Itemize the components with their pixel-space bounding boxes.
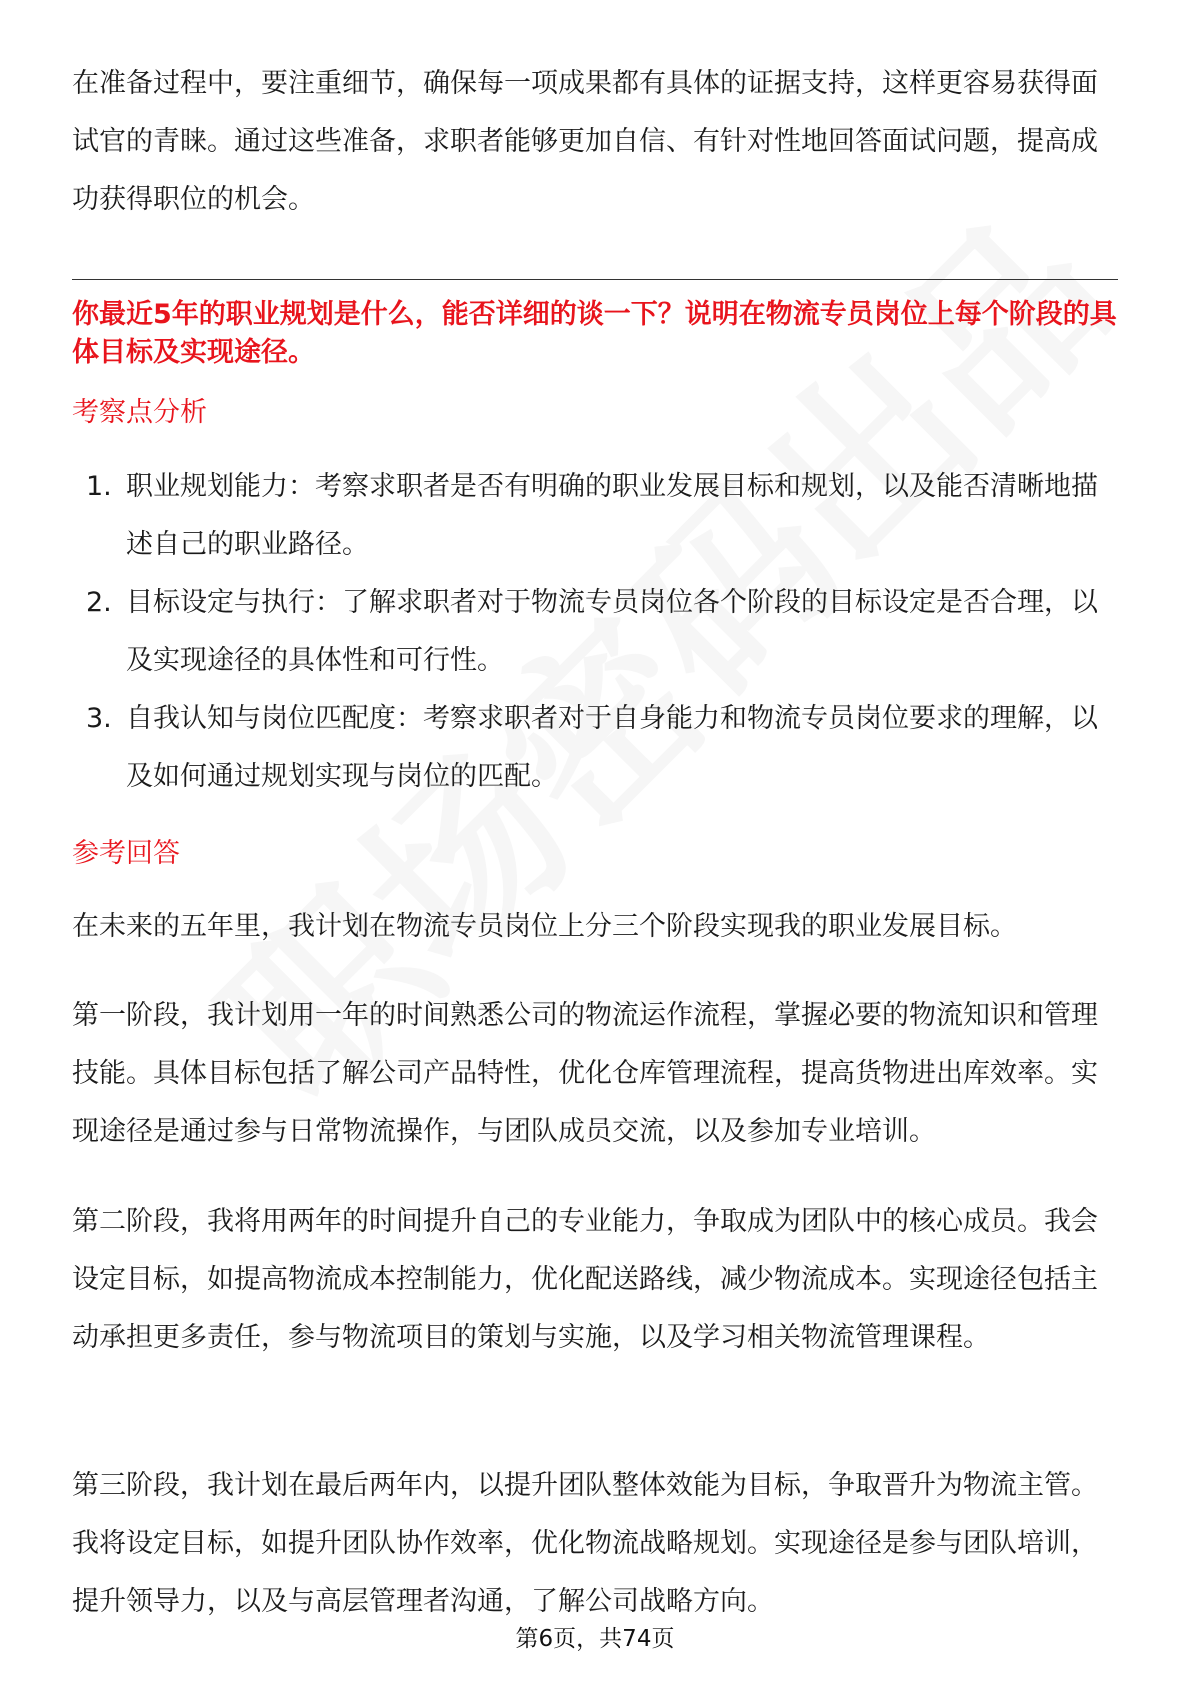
list-item-number: 2.	[86, 587, 112, 618]
page-footer: 第6页，共74页	[515, 1626, 675, 1652]
answer-paragraph: 在未来的五年里，我计划在物流专员岗位上分三个阶段实现我的职业发展目标。	[72, 911, 1017, 942]
list-item-text: 职业规划能力：考察求职者是否有明确的职业发展目标和规划，以及能否清晰地描述自己的职业路径。	[126, 471, 1098, 560]
section-divider	[72, 279, 1118, 280]
answer-paragraph: 第三阶段，我计划在最后两年内，以提升团队整体效能为目标，争取晋升为物流主管。我将设定目标，如提升团队协作效率，优化物流战略规划。实现途径是参与团队培训，提升领导力，以及与高层管理者沟通，了解公司战略方向。	[72, 1470, 1098, 1617]
intro-paragraph: 在准备过程中，要注重细节，确保每一项成果都有具体的证据支持，这样更容易获得面试官的青睐。通过这些准备，求职者能够更加自信、有针对性地回答面试问题，提高成功获得职位的机会。	[72, 68, 1098, 215]
analysis-heading: 考察点分析	[72, 397, 207, 428]
interview-question: 你最近5年的职业规划是什么，能否详细的谈一下？说明在物流专员岗位上每个阶段的具体目标及实现途径。	[72, 299, 1117, 368]
list-item	[72, 458, 1118, 574]
answer-paragraph: 第一阶段，我计划用一年的时间熟悉公司的物流运作流程，掌握必要的物流知识和管理技能。具体目标包括了解公司产品特性，优化仓库管理流程，提高货物进出库效率。实现途径是通过参与日常物流操作，与团队成员交流，以及参加专业培训。	[72, 1000, 1098, 1147]
list-item-text: 目标设定与执行：了解求职者对于物流专员岗位各个阶段的目标设定是否合理，以及实现途径的具体性和可行性。	[126, 587, 1098, 676]
list-item-number: 1.	[86, 471, 112, 502]
analysis-points-list	[72, 458, 1118, 806]
list-item	[72, 690, 1118, 806]
answer-heading: 参考回答	[72, 838, 180, 869]
answer-paragraph: 第二阶段，我将用两年的时间提升自己的专业能力，争取成为团队中的核心成员。我会设定目标，如提高物流成本控制能力，优化配送路线，减少物流成本。实现途径包括主动承担更多责任，参与物流项目的策划与实施，以及学习相关物流管理课程。	[72, 1206, 1098, 1353]
list-item-number: 3.	[86, 703, 112, 734]
list-item-text: 自我认知与岗位匹配度：考察求职者对于自身能力和物流专员岗位要求的理解，以及如何通过规划实现与岗位的匹配。	[126, 703, 1098, 792]
list-item	[72, 574, 1118, 690]
